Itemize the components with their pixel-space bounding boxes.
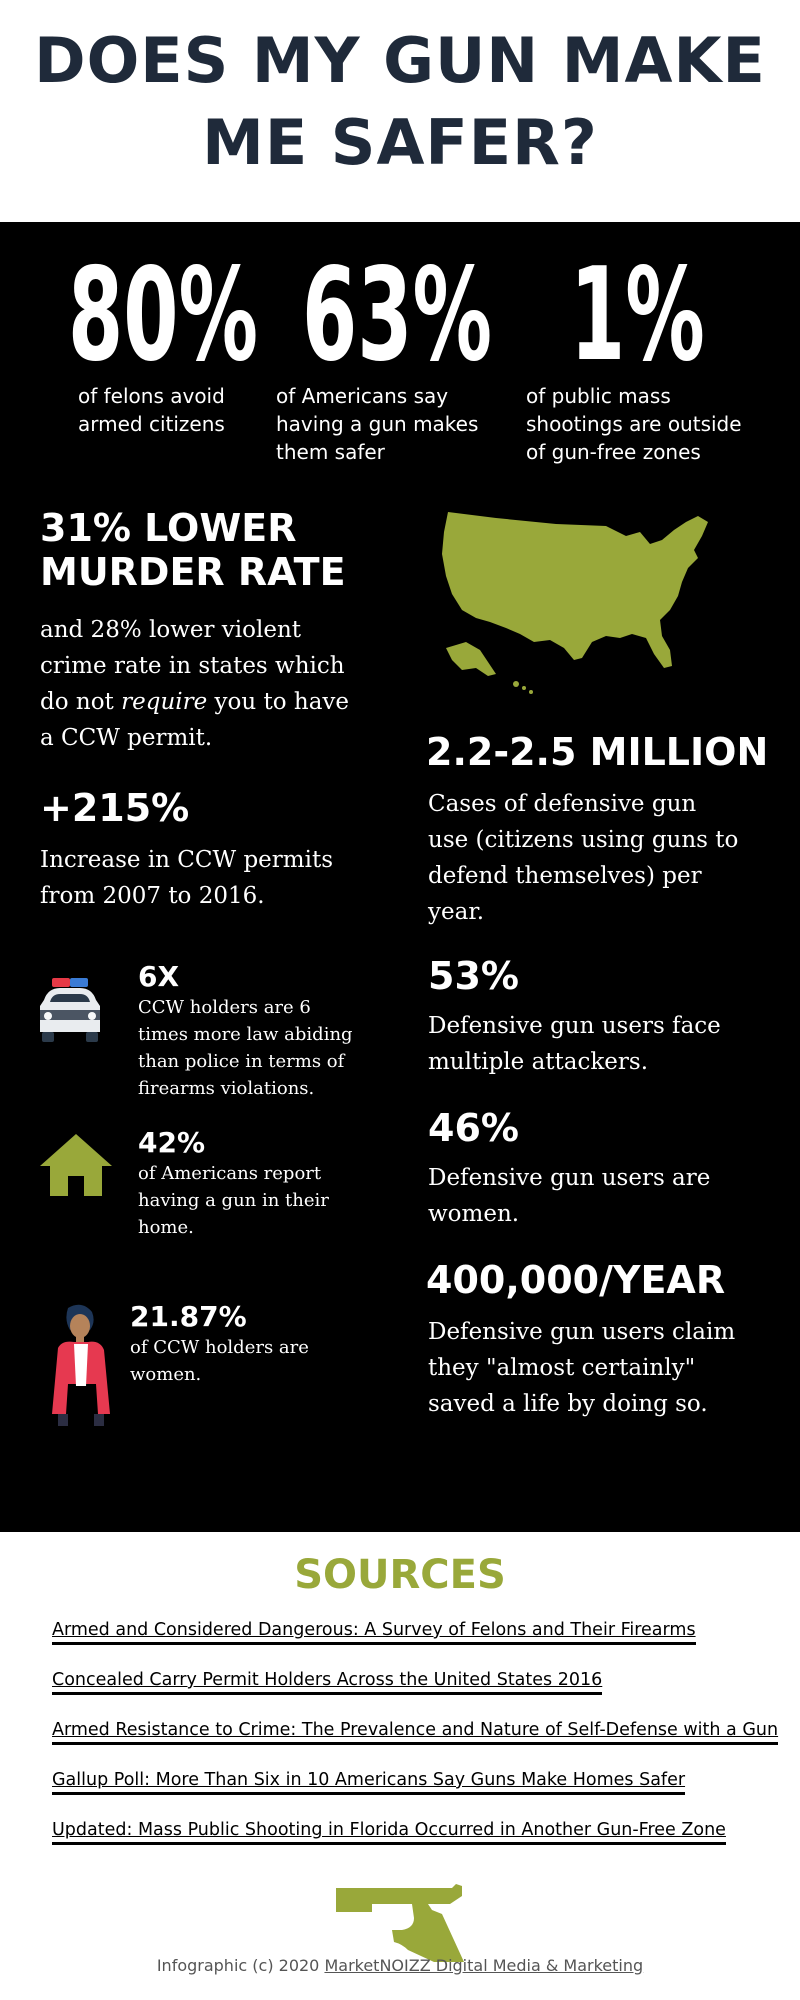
page-title-line-2: ME SAFER? xyxy=(202,106,598,179)
body-line: firearms violations. xyxy=(138,1078,315,1099)
body-line: having a gun in their xyxy=(138,1190,329,1211)
women-users-body xyxy=(428,1160,710,1232)
body-line: Increase in CCW permits xyxy=(40,847,333,873)
body-line: defend themselves) per xyxy=(428,863,702,889)
source-link-gallup[interactable]: Gallup Poll: More Than Six in 10 Americans Say Guns Make Homes Safer xyxy=(52,1770,685,1795)
emphasis-text: require xyxy=(121,689,208,715)
body-line: of CCW holders are xyxy=(130,1337,309,1358)
body-line: multiple attackers. xyxy=(428,1049,649,1075)
home-heading: 42% xyxy=(138,1126,206,1159)
body-line: CCW holders are 6 xyxy=(138,997,311,1018)
body-line: and 28% lower violent xyxy=(40,617,302,643)
footer-company-link[interactable]: MarketNOIZZ Digital Media & Marketing xyxy=(324,1956,644,1975)
stat-felons-value: 80% xyxy=(68,241,258,390)
ccw-increase-heading: +215% xyxy=(40,786,190,830)
police-body xyxy=(138,994,353,1102)
caption-line: them safer xyxy=(276,440,385,464)
source-link-mass-shooting[interactable]: Updated: Mass Public Shooting in Florida Occurred in Another Gun-Free Zone xyxy=(52,1820,726,1845)
multiple-attackers-body xyxy=(428,1008,721,1080)
body-line: use (citizens using guns to xyxy=(428,827,739,853)
body-line: Defensive gun users face xyxy=(428,1013,721,1039)
body-line: Defensive gun users are xyxy=(428,1165,711,1191)
murder-rate-body xyxy=(40,612,349,756)
lives-saved-body xyxy=(428,1314,735,1422)
handgun-icon xyxy=(332,1884,468,1964)
body-line: from 2007 to 2016. xyxy=(40,883,265,909)
caption-line: of Americans say xyxy=(276,384,449,408)
source-link-ccw-permits[interactable]: Concealed Carry Permit Holders Across the United States 2016 xyxy=(52,1670,602,1695)
source-link-felons[interactable]: Armed and Considered Dangerous: A Survey of Felons and Their Firearms xyxy=(52,1620,696,1645)
police-heading: 6X xyxy=(138,960,180,993)
title-section xyxy=(0,0,800,222)
footer xyxy=(0,1956,800,1975)
body-line: they "almost certainly" xyxy=(428,1355,696,1381)
stat-americans-value: 63% xyxy=(302,241,492,390)
body-text: you to have xyxy=(207,689,350,715)
caption-line: armed citizens xyxy=(78,412,225,436)
body-line: women. xyxy=(428,1201,520,1227)
body-text: do not xyxy=(40,689,122,715)
women-ccw-body xyxy=(130,1334,309,1388)
woman-icon xyxy=(48,1304,116,1426)
caption-line: of felons avoid xyxy=(78,384,225,408)
body-line: year. xyxy=(428,899,485,925)
multiple-attackers-heading: 53% xyxy=(428,954,519,998)
caption-line: having a gun makes xyxy=(276,412,479,436)
body-line: saved a life by doing so. xyxy=(428,1391,708,1417)
stat-felons-caption xyxy=(78,382,225,438)
body-line: crime rate in states which xyxy=(40,653,345,679)
body-line: than police in terms of xyxy=(138,1051,345,1072)
caption-line: of public mass xyxy=(526,384,671,408)
body-line: of Americans report xyxy=(138,1163,322,1184)
caption-line: shootings are outside xyxy=(526,412,742,436)
sources-title: SOURCES xyxy=(294,1552,506,1598)
ccw-increase-body xyxy=(40,842,333,914)
women-users-heading: 46% xyxy=(428,1106,519,1150)
defensive-use-body xyxy=(428,786,738,930)
body-line: a CCW permit. xyxy=(40,725,213,751)
heading-line: 31% LOWER xyxy=(40,506,297,550)
caption-line: of gun-free zones xyxy=(526,440,701,464)
usa-map-icon xyxy=(436,510,722,700)
page-title-line-1: DOES MY GUN MAKE xyxy=(34,24,766,97)
police-car-icon xyxy=(34,976,106,1046)
home-body xyxy=(138,1160,329,1241)
house-icon xyxy=(40,1132,112,1198)
sources-section xyxy=(0,1532,800,2000)
body-line xyxy=(40,684,349,720)
body-line: Cases of defensive gun xyxy=(428,791,697,817)
murder-rate-heading xyxy=(40,506,346,594)
stat-mass-shootings-caption xyxy=(526,382,742,466)
body-line: times more law abiding xyxy=(138,1024,353,1045)
body-line: home. xyxy=(138,1217,194,1238)
body-line: women. xyxy=(130,1364,202,1385)
lives-saved-heading: 400,000/YEAR xyxy=(426,1258,726,1302)
women-ccw-heading: 21.87% xyxy=(130,1300,247,1333)
heading-line: MURDER RATE xyxy=(40,550,346,594)
stat-mass-shootings-value: 1% xyxy=(570,241,705,390)
defensive-use-heading: 2.2-2.5 MILLION xyxy=(426,730,769,774)
body-line: Defensive gun users claim xyxy=(428,1319,736,1345)
source-link-armed-resistance[interactable]: Armed Resistance to Crime: The Prevalence and Nature of Self-Defense with a Gun xyxy=(52,1720,778,1745)
footer-copyright: Infographic (c) 2020 xyxy=(156,1956,325,1975)
stats-panel xyxy=(0,222,800,1532)
stat-americans-caption xyxy=(276,382,478,466)
